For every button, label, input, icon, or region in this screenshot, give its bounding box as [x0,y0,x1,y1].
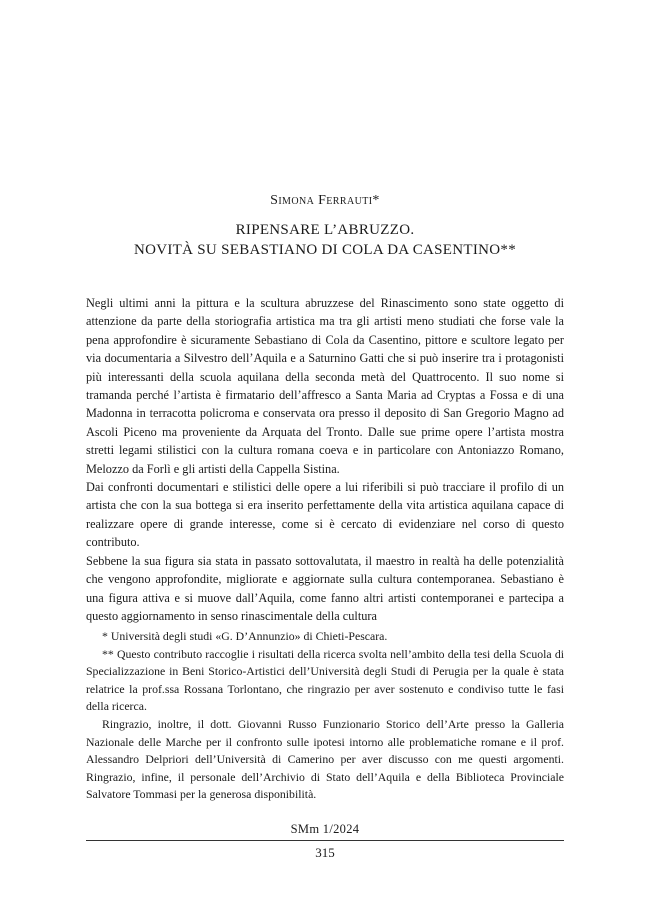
footnote-3: Ringrazio, inoltre, il dott. Giovanni Russo Funzionario Storico dell’Arte presso la Galleria Nazionale delle Marche per il confronto sulle ipotesi intorno alle problematiche romane e il prof. Alessandro Delpriori dell’Università di Camerino per aver discusso con me questi argomenti. Ringrazio, infine, il personale dell’Archivio di Stato dell’Aquila e della Biblioteca Provinciale Salvatore Tommasi per la generosa disponibilità. [86,716,564,802]
title-line-1: RIPENSARE L’ABRUZZO. [235,222,415,238]
body-paragraph: Dai confronti documentari e stilistici delle opere a lui riferibili si può tracciare il profilo di un artista che con la sua bottega si era inserito perfettamente della vita artistica aquilana capace di realizzare opere di grande interesse, come si è cercato di evidenziare nel corso di questo contributo. [86,480,564,550]
title-line-2: NOVITÀ SU SEBASTIANO DI COLA DA CASENTINO** [133,242,517,258]
body-paragraph: Negli ultimi anni la pittura e la scultura abruzzese del Rinascimento sono state oggetto di attenzione da parte della storiografia artistica ma tra gli artisti meno studiati che forse vale la pena approfondire è sicuramente Sebastiano di Cola da Casentino, pittore e scultore legato per via documentaria a Silvestro dell’Aquila e a Saturnino Gatti che si può inserire tra i protagonisti più interessanti della scuola aquilana della seconda metà del Quattrocento. Il suo nome si tramanda perché l’artista è firmatario dell’affresco a Santa Maria ad Cryptas a Fossa e di una Madonna in terracotta policroma e conservata ora presso il deposito di San Gregorio Magno ad Ascoli Piceno ma proveniente da Arquata del Tronto. Dalle sue prime opere l’artista mostra stretti legami stilistici con la cultura romana coeva e in particolare con Antoniazzo Romano, Melozzo da Forlì e gli artisti della Cappella Sistina. [86,296,564,476]
footnote-1: * Università degli studi «G. D’Annunzio» di Chieti-Pescara. [102,629,388,643]
article-body [86,294,564,625]
author-name: Simona Ferrauti* [270,193,380,208]
body-paragraph: Sebbene la sua figura sia stata in passato sottovalutata, il maestro in realtà ha delle potenzialità che vengono approfondite, migliorate e aggiornate sulla cultura contemporanea. Sebastiano è una figura attiva e si muove dall’Aquila, come fanno altri artisti contemporanei e partecipa a questo aggiornamento in senso rinascimentale della cultura [86,553,564,623]
article-title [0,220,650,260]
footnote-2: ** Questo contributo raccoglie i risultati della ricerca svolta nell’ambito della tesi della Scuola di Specializzazione in Beni Storico-Artistici dell’Università degli Studi di Perugia per la quale è stata relatrice la prof.ssa Rossana Torlontano, che ringrazio per aver sostenuto e condiviso tutte le fasi della ricerca. [86,646,564,714]
footer-divider [86,840,564,841]
journal-issue: SMm 1/2024 [290,822,360,836]
footnotes [86,628,564,804]
page-number: 315 [315,845,335,860]
